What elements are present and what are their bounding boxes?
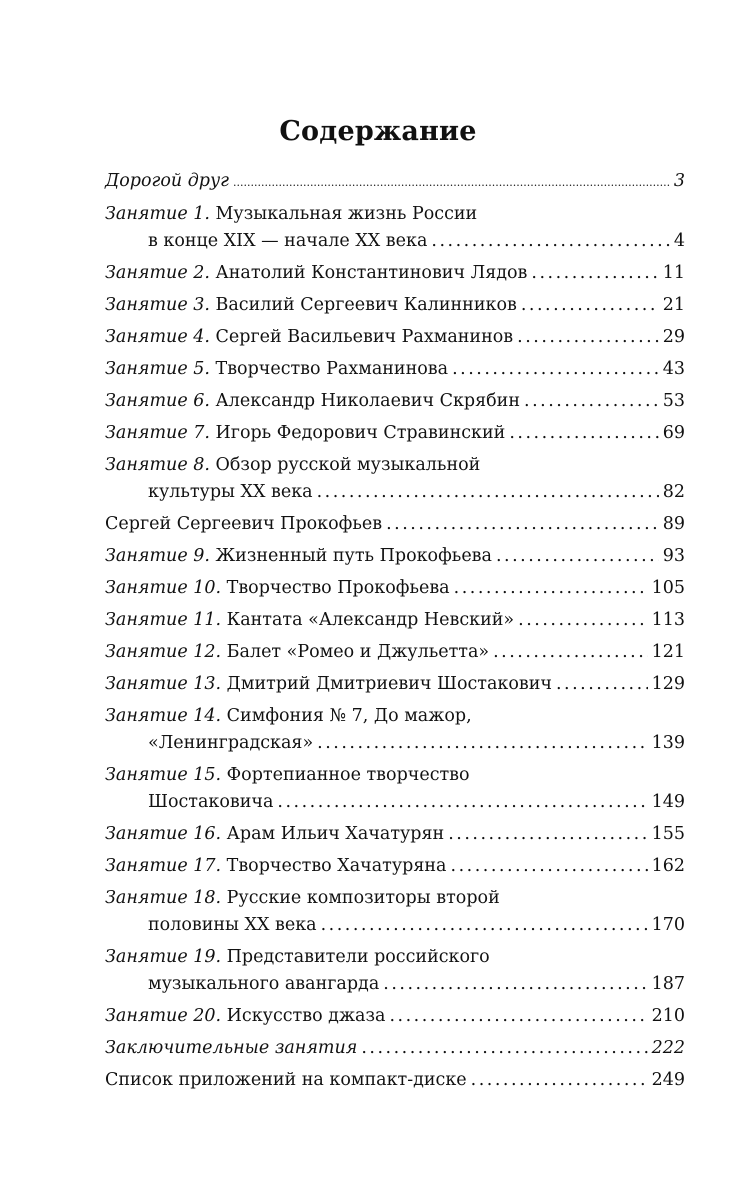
lesson-label: Занятие 11. <box>105 610 222 630</box>
page-number: 121 <box>651 642 685 662</box>
toc-entry <box>105 388 685 415</box>
entry-text <box>105 639 489 666</box>
entry-text <box>105 944 490 971</box>
entry-title: Представители российского <box>226 947 490 967</box>
entry-title: Дорогой друг <box>105 171 230 191</box>
dot-leader <box>452 356 659 383</box>
entry-title: Александр Николаевич Скрябин <box>215 391 521 411</box>
entry-title-continuation: «Ленинградская» <box>148 733 314 753</box>
entry-title: Искусство джаза <box>226 1006 386 1026</box>
entry-text <box>105 324 513 351</box>
page-number: 89 <box>662 514 685 534</box>
toc-line-continuation <box>105 228 685 255</box>
entry-text <box>105 1003 385 1030</box>
toc-entry <box>105 452 685 506</box>
entry-title: Творчество Прокофьева <box>226 578 450 598</box>
lesson-label: Занятие 1. <box>105 204 210 224</box>
page-number: 139 <box>651 733 685 753</box>
toc-line-continuation <box>105 479 685 506</box>
page-number: 3 <box>673 171 685 191</box>
toc-entry <box>105 292 685 319</box>
toc-entry <box>105 1003 685 1030</box>
page-number: 105 <box>651 578 685 598</box>
toc-line <box>105 1035 685 1062</box>
page-number: 249 <box>651 1070 685 1090</box>
page-number: 170 <box>651 915 685 935</box>
entry-title: Игорь Федорович Стравинский <box>215 423 506 443</box>
entry-text <box>105 260 527 287</box>
lesson-label: Занятие 14. <box>105 706 222 726</box>
toc-line-continuation <box>105 912 685 939</box>
entry-title: Русские композиторы второй <box>226 888 500 908</box>
entry-text <box>105 168 229 195</box>
dot-leader <box>386 511 659 538</box>
toc-line <box>105 1003 685 1030</box>
toc-line <box>105 885 685 912</box>
dot-leader <box>521 292 659 319</box>
toc-line <box>105 639 685 666</box>
lesson-label: Занятие 5. <box>105 359 210 379</box>
lesson-label: Занятие 13. <box>105 674 222 694</box>
page-number: 93 <box>662 546 685 566</box>
page-number: 210 <box>651 1006 685 1026</box>
page-number: 43 <box>662 359 685 379</box>
toc-line-continuation <box>105 789 685 816</box>
toc-line <box>105 703 685 730</box>
toc-entry <box>105 420 685 447</box>
entry-title: Сергей Сергеевич Прокофьев <box>105 514 383 534</box>
entry-title: Арам Ильич Хачатурян <box>226 824 445 844</box>
dot-leader <box>471 1067 648 1094</box>
entry-title: Обзор русской музыкальной <box>215 455 481 475</box>
entry-title-continuation: Шостаковича <box>148 792 274 812</box>
toc-entry <box>105 821 685 848</box>
entry-text <box>105 511 382 538</box>
entry-title: Список приложений на компакт-диске <box>105 1070 467 1090</box>
toc-entry <box>105 356 685 383</box>
entry-text <box>105 885 500 912</box>
toc-entry <box>105 639 685 666</box>
entry-title: Заключительные занятия <box>105 1038 358 1058</box>
toc-entry <box>105 944 685 998</box>
page-number: 4 <box>673 231 685 251</box>
dot-leader <box>451 853 648 880</box>
entry-title: Фортепианное творчество <box>226 765 470 785</box>
page-number: 69 <box>662 423 685 443</box>
dot-leader <box>517 324 659 351</box>
entry-text <box>105 607 514 634</box>
page-number: 53 <box>662 391 685 411</box>
toc-line <box>105 853 685 880</box>
lesson-label: Занятие 3. <box>105 295 210 315</box>
toc-line <box>105 944 685 971</box>
toc-line <box>105 420 685 447</box>
page-number: 129 <box>651 674 685 694</box>
page-number: 222 <box>651 1038 685 1058</box>
toc-entry <box>105 168 685 196</box>
toc-line <box>105 511 685 538</box>
dot-leader <box>361 1035 647 1062</box>
toc-entry <box>105 671 685 698</box>
toc-entry <box>105 1035 685 1062</box>
lesson-label: Занятие 18. <box>105 888 222 908</box>
toc-entry <box>105 1067 685 1094</box>
entry-title: Музыкальная жизнь России <box>215 204 478 224</box>
entry-title: Симфония № 7, До мажор, <box>226 706 472 726</box>
page-number: 21 <box>662 295 685 315</box>
toc-line <box>105 168 685 196</box>
toc-line <box>105 324 685 351</box>
entry-text <box>105 388 520 415</box>
table-of-contents <box>105 168 685 1099</box>
page-title: Содержание <box>279 116 477 147</box>
dot-leader <box>321 912 648 939</box>
dot-leader <box>509 420 658 447</box>
entry-text <box>105 1067 467 1094</box>
lesson-label: Занятие 6. <box>105 391 210 411</box>
page-number: 113 <box>651 610 685 630</box>
lesson-label: Занятие 16. <box>105 824 222 844</box>
toc-entry <box>105 324 685 351</box>
entry-title: Жизненный путь Прокофьева <box>215 546 492 566</box>
entry-text <box>105 543 492 570</box>
page-number: 149 <box>651 792 685 812</box>
toc-line <box>105 821 685 848</box>
toc-entry <box>105 260 685 287</box>
lesson-label: Занятие 10. <box>105 578 222 598</box>
dot-leader <box>556 671 648 698</box>
entry-title: Кантата «Александр Невский» <box>226 610 515 630</box>
entry-text <box>105 452 480 479</box>
dot-leader <box>448 821 647 848</box>
entry-title: Сергей Васильевич Рахманинов <box>215 327 514 347</box>
toc-line <box>105 762 685 789</box>
lesson-label: Занятие 20. <box>105 1006 222 1026</box>
dot-leader <box>454 575 648 602</box>
entry-title: Балет «Ромео и Джульетта» <box>226 642 490 662</box>
page-number: 187 <box>651 974 685 994</box>
toc-entry <box>105 201 685 255</box>
entry-title-continuation: половины XX века <box>148 915 317 935</box>
entry-text <box>105 821 444 848</box>
entry-text <box>105 853 447 880</box>
toc-line <box>105 260 685 287</box>
toc-entry <box>105 885 685 939</box>
toc-line-continuation <box>105 971 685 998</box>
lesson-label: Занятие 9. <box>105 546 210 566</box>
dot-leader <box>524 388 659 415</box>
lesson-label: Занятие 17. <box>105 856 222 876</box>
lesson-label: Занятие 7. <box>105 423 210 443</box>
entry-title: Анатолий Константинович Лядов <box>215 263 528 283</box>
entry-title-continuation: музыкального авангарда <box>148 974 380 994</box>
dot-leader <box>233 169 670 196</box>
page-number: 162 <box>651 856 685 876</box>
toc-entry <box>105 703 685 757</box>
dot-leader <box>317 479 659 506</box>
entry-text <box>105 420 505 447</box>
entry-text <box>105 292 517 319</box>
lesson-label: Занятие 15. <box>105 765 222 785</box>
lesson-label: Занятие 4. <box>105 327 210 347</box>
toc-line <box>105 201 685 228</box>
entry-text <box>105 703 472 730</box>
toc-line <box>105 356 685 383</box>
lesson-label: Занятие 19. <box>105 947 222 967</box>
toc-entry <box>105 853 685 880</box>
entry-title: Творчество Хачатуряна <box>226 856 447 876</box>
toc-line <box>105 671 685 698</box>
entry-text <box>105 762 470 789</box>
entry-text <box>105 575 450 602</box>
page-number: 82 <box>662 482 685 502</box>
toc-entry <box>105 607 685 634</box>
dot-leader <box>389 1003 647 1030</box>
toc-line <box>105 388 685 415</box>
toc-entry <box>105 762 685 816</box>
toc-line <box>105 1067 685 1094</box>
dot-leader <box>317 730 647 757</box>
toc-line-continuation <box>105 730 685 757</box>
entry-text <box>105 356 448 383</box>
toc-entry <box>105 543 685 570</box>
dot-leader <box>518 607 647 634</box>
entry-title-continuation: в конце XIX — начале XX века <box>148 231 428 251</box>
entry-text <box>105 671 552 698</box>
dot-leader <box>431 228 669 255</box>
toc-line <box>105 452 685 479</box>
entry-text <box>105 1035 357 1062</box>
page-number: 29 <box>662 327 685 347</box>
entry-text <box>105 201 477 228</box>
lesson-label: Занятие 2. <box>105 263 210 283</box>
dot-leader <box>531 260 658 287</box>
page-number: 11 <box>662 263 685 283</box>
toc-entry <box>105 511 685 538</box>
entry-title: Творчество Рахманинова <box>215 359 449 379</box>
lesson-label: Занятие 12. <box>105 642 222 662</box>
page-number: 155 <box>651 824 685 844</box>
dot-leader <box>493 639 647 666</box>
entry-title: Василий Сергеевич Калинников <box>215 295 517 315</box>
dot-leader <box>383 971 647 998</box>
toc-line <box>105 543 685 570</box>
toc-entry <box>105 575 685 602</box>
dot-leader <box>496 543 659 570</box>
dot-leader <box>277 789 647 816</box>
entry-title: Дмитрий Дмитриевич Шостакович <box>226 674 552 694</box>
toc-line <box>105 575 685 602</box>
entry-title-continuation: культуры XX века <box>148 482 313 502</box>
toc-line <box>105 292 685 319</box>
toc-line <box>105 607 685 634</box>
lesson-label: Занятие 8. <box>105 455 210 475</box>
